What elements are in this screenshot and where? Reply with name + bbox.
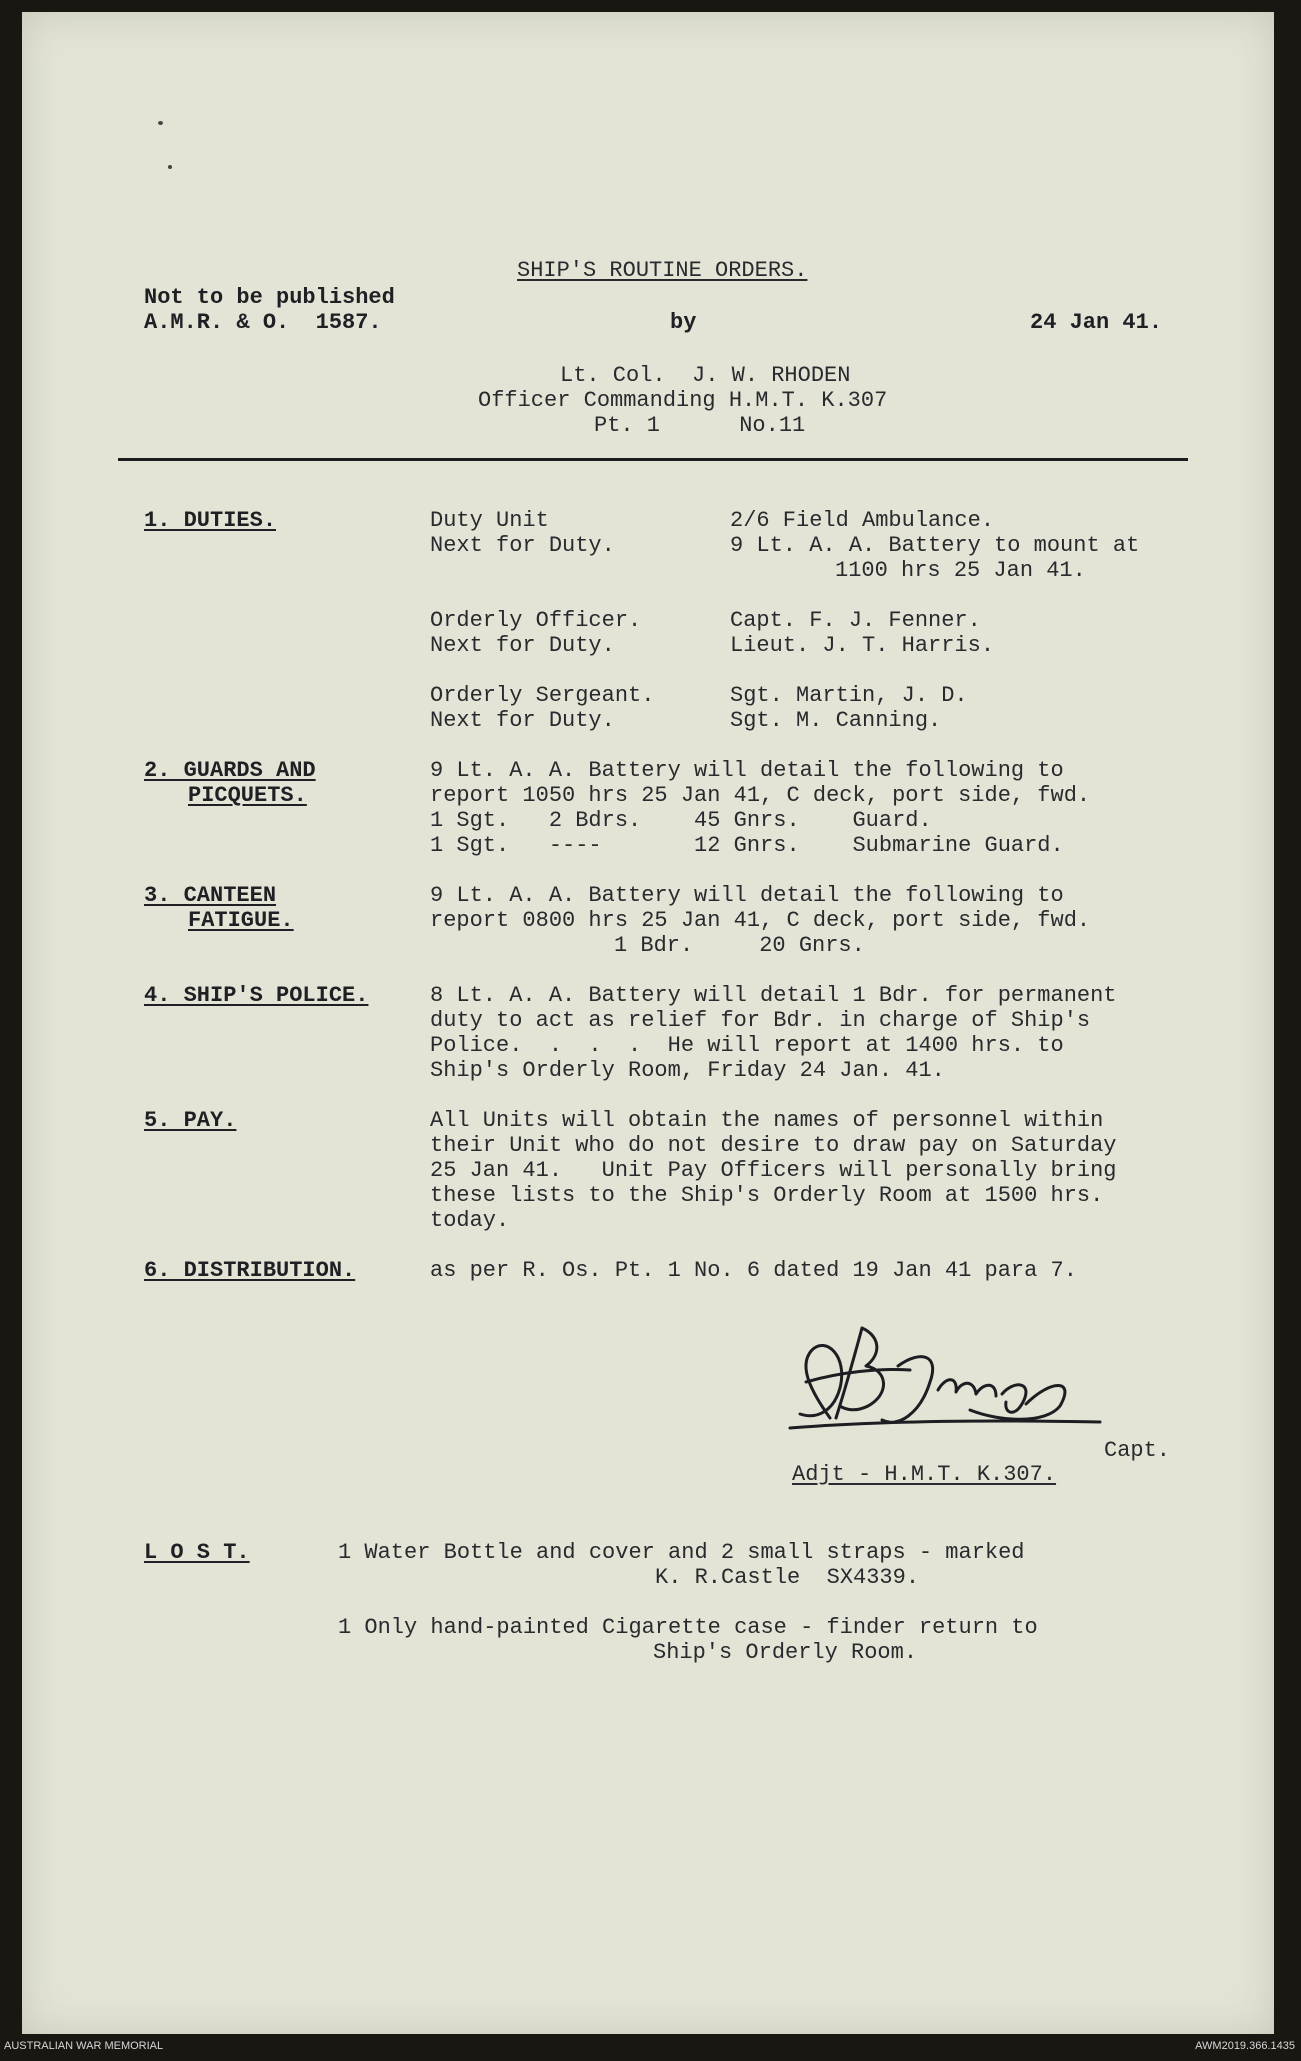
police-line: Ship's Orderly Room, Friday 24 Jan. 41.	[430, 1058, 945, 1083]
lost-item: 1 Water Bottle and cover and 2 small straps - marked	[338, 1540, 1025, 1565]
guards-heading-cont	[188, 783, 307, 808]
duty-value: Sgt. Martin, J. D.	[730, 683, 968, 708]
guards-heading-text: PICQUETS.	[188, 783, 307, 808]
handwritten-signature	[770, 1310, 1110, 1440]
guards-line: 9 Lt. A. A. Battery will detail the following to	[430, 758, 1064, 783]
police-heading	[144, 983, 368, 1008]
canteen-heading-text: 3. CANTEEN	[144, 883, 277, 908]
distribution-text: as per R. Os. Pt. 1 No. 6 dated 19 Jan 41 para 7.	[430, 1258, 1077, 1283]
pay-line: All Units will obtain the names of personnel within	[430, 1108, 1104, 1133]
lost-item: Ship's Orderly Room.	[653, 1640, 918, 1665]
officer-role: Officer Commanding H.M.T. K.307	[478, 388, 888, 413]
police-line: 8 Lt. A. A. Battery will detail 1 Bdr. for permanent	[430, 983, 1117, 1008]
header-rule	[118, 458, 1188, 461]
archive-credit: AUSTRALIAN WAR MEMORIAL	[4, 2040, 164, 2052]
guards-line: 1 Sgt. 2 Bdrs. 45 Gnrs. Guard.	[430, 808, 932, 833]
pay-line: these lists to the Ship's Orderly Room at 1500 hrs.	[430, 1183, 1104, 1208]
police-heading-text: 4. SHIP'S POLICE.	[144, 983, 369, 1008]
lost-heading	[144, 1540, 250, 1565]
canteen-heading-cont	[188, 908, 294, 933]
officer-name: Lt. Col. J. W. RHODEN	[560, 363, 851, 388]
guards-heading	[144, 758, 316, 783]
canteen-line: 9 Lt. A. A. Battery will detail the following to	[430, 883, 1064, 908]
pay-heading	[144, 1108, 236, 1133]
restriction-note: Not to be published	[144, 285, 395, 310]
pay-line: today.	[430, 1208, 510, 1233]
guards-heading-text: 2. GUARDS AND	[144, 758, 316, 783]
archive-reference: AWM2019.366.1435	[1195, 2040, 1295, 2052]
signatory-rank: Capt.	[1104, 1438, 1171, 1463]
by-label: by	[670, 310, 697, 335]
duty-label: Next for Duty.	[430, 533, 615, 558]
lost-item: K. R.Castle SX4339.	[655, 1565, 920, 1590]
duty-value: 9 Lt. A. A. Battery to mount at	[730, 533, 1140, 558]
distribution-heading-text: 6. DISTRIBUTION.	[144, 1258, 356, 1283]
pay-line: their Unit who do not desire to draw pay on Saturday	[430, 1133, 1117, 1158]
canteen-line: report 0800 hrs 25 Jan 41, C deck, port side, fwd.	[430, 908, 1091, 933]
police-line: duty to act as relief for Bdr. in charge of Ship's	[430, 1008, 1091, 1033]
duty-label: Duty Unit	[430, 508, 549, 533]
duty-value: 2/6 Field Ambulance.	[730, 508, 995, 533]
duty-value: Capt. F. J. Fenner.	[730, 608, 981, 633]
paper-mark	[158, 121, 163, 125]
pay-heading-text: 5. PAY.	[144, 1108, 237, 1133]
paper-mark	[168, 165, 172, 169]
duty-value: Lieut. J. T. Harris.	[730, 633, 995, 658]
regulation-reference: A.M.R. & O. 1587.	[144, 310, 382, 335]
duty-value: 1100 hrs 25 Jan 41.	[835, 558, 1086, 583]
duty-label: Next for Duty.	[430, 708, 615, 733]
canteen-line: 1 Bdr. 20 Gnrs.	[614, 933, 865, 958]
document-title: SHIP'S ROUTINE ORDERS.	[517, 258, 808, 283]
lost-heading-text: L O S T.	[144, 1540, 250, 1565]
duty-label: Next for Duty.	[430, 633, 615, 658]
signatory-appointment: Adjt - H.M.T. K.307.	[792, 1462, 1057, 1487]
duty-value: Sgt. M. Canning.	[730, 708, 942, 733]
lost-item: 1 Only hand-painted Cigarette case - finder return to	[338, 1615, 1038, 1640]
guards-line: report 1050 hrs 25 Jan 41, C deck, port side, fwd.	[430, 783, 1091, 808]
distribution-heading	[144, 1258, 355, 1283]
police-line: Police. . . . He will report at 1400 hrs. to	[430, 1033, 1064, 1058]
part-number: Pt. 1 No.11	[594, 413, 806, 438]
duties-heading-text: 1. DUTIES.	[144, 508, 277, 533]
document-date: 24 Jan 41.	[1030, 310, 1163, 335]
duty-label: Orderly Officer.	[430, 608, 642, 633]
guards-line: 1 Sgt. ---- 12 Gnrs. Submarine Guard.	[430, 833, 1064, 858]
duty-label: Orderly Sergeant.	[430, 683, 655, 708]
duties-heading	[144, 508, 276, 533]
canteen-heading	[144, 883, 276, 908]
pay-line: 25 Jan 41. Unit Pay Officers will personally bring	[430, 1158, 1117, 1183]
canteen-heading-text: FATIGUE.	[188, 908, 294, 933]
